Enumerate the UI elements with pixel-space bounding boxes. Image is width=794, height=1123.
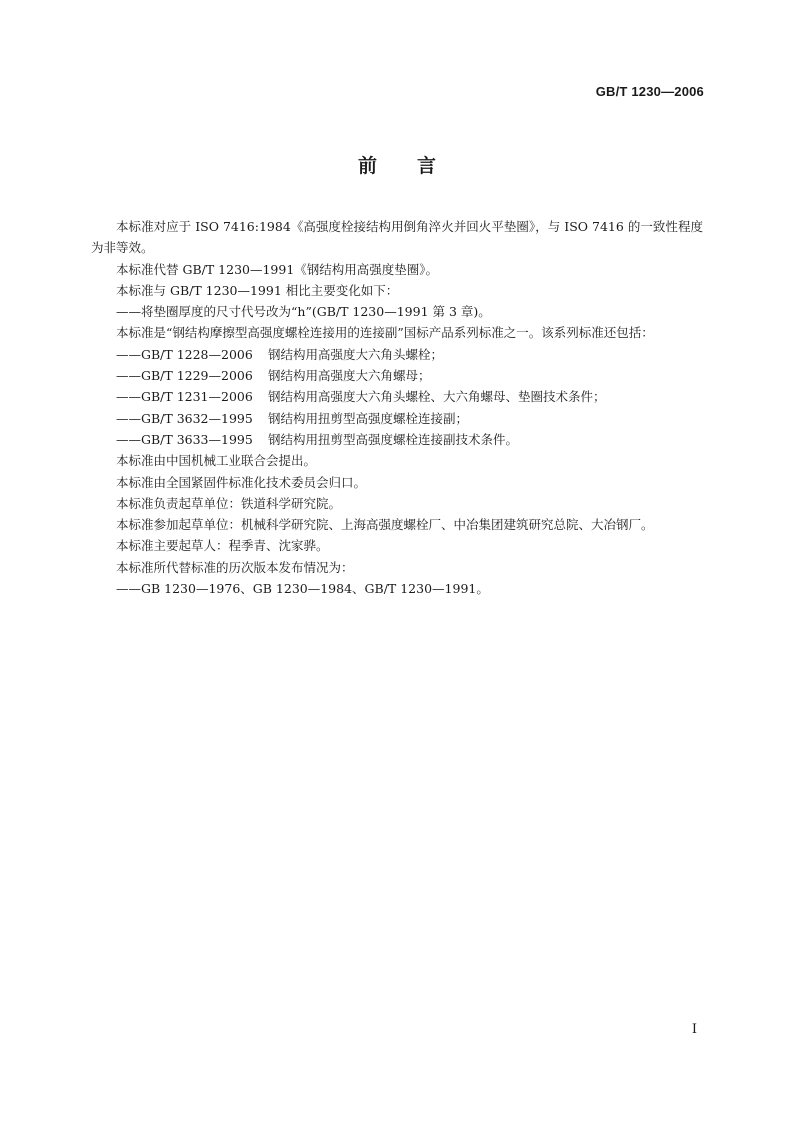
list-item	[91, 386, 703, 407]
paragraph-replaces: 本标准代替 GB/T 1230—1991《钢结构用高强度垫圈》。	[116, 261, 439, 277]
series-name: 钢结构用高强度大六角头螺栓；	[268, 346, 444, 362]
paragraph-series-intro: 本标准是“钢结构摩擦型高强度螺栓连接用的连接副”国标产品系列标准之一。该系列标准还包括：	[116, 325, 654, 341]
list-item	[91, 344, 703, 365]
series-code: ——GB/T 3632—1995	[116, 410, 253, 426]
paragraph-proposed-by: 本标准由中国机械工业联合会提出。	[116, 453, 317, 469]
paragraph-drafters: 本标准主要起草人：程季青、沈家骅。	[116, 538, 329, 554]
series-name: 钢结构用扭剪型高强度螺栓连接副；	[268, 410, 469, 426]
preface-body	[91, 216, 703, 599]
series-name: 钢结构用高强度大六角头螺栓、大六角螺母、垫圈技术条件；	[268, 389, 606, 405]
series-code: ——GB/T 1231—2006	[116, 389, 253, 405]
series-code: ——GB/T 1229—2006	[116, 368, 253, 384]
list-item	[91, 429, 703, 450]
standard-code: GB/T 1230—2006	[595, 84, 704, 99]
paragraph-correspondence: 本标准对应于 ISO 7416:1984《高强度栓接结构用倒角淬火并回火平垫圈》，与 ISO 7416 的一致性程度为非等效。	[91, 219, 703, 256]
list-item	[91, 408, 703, 429]
list-item	[91, 365, 703, 386]
series-code: ——GB/T 1228—2006	[116, 346, 253, 362]
series-name: 钢结构用高强度大六角螺母；	[268, 368, 431, 384]
paragraph-change-item: ——将垫圈厚度的尺寸代号改为“h”(GB/T 1230—1991 第 3 章)。	[116, 304, 491, 320]
series-name: 钢结构用扭剪型高强度螺栓连接副技术条件。	[268, 431, 519, 447]
paragraph-managed-by: 本标准由全国紧固件标准化技术委员会归口。	[116, 474, 367, 490]
paragraph-history-item: ——GB 1230—1976、GB 1230—1984、GB/T 1230—1991。	[116, 581, 489, 597]
paragraph-drafting-unit: 本标准负责起草单位：铁道科学研究院。	[116, 495, 342, 511]
series-code: ——GB/T 3633—1995	[116, 431, 253, 447]
paragraph-participating-units: 本标准参加起草单位：机械科学研究院、上海高强度螺栓厂、中冶集团建筑研究总院、大冶钢厂。	[116, 517, 654, 533]
paragraph-changes-intro: 本标准与 GB/T 1230—1991 相比主要变化如下：	[116, 282, 399, 298]
paragraph-history-intro: 本标准所代替标准的历次版本发布情况为：	[116, 559, 354, 575]
series-list	[91, 344, 703, 450]
page-number: I	[691, 1022, 697, 1037]
page-title: 前言	[357, 155, 476, 177]
